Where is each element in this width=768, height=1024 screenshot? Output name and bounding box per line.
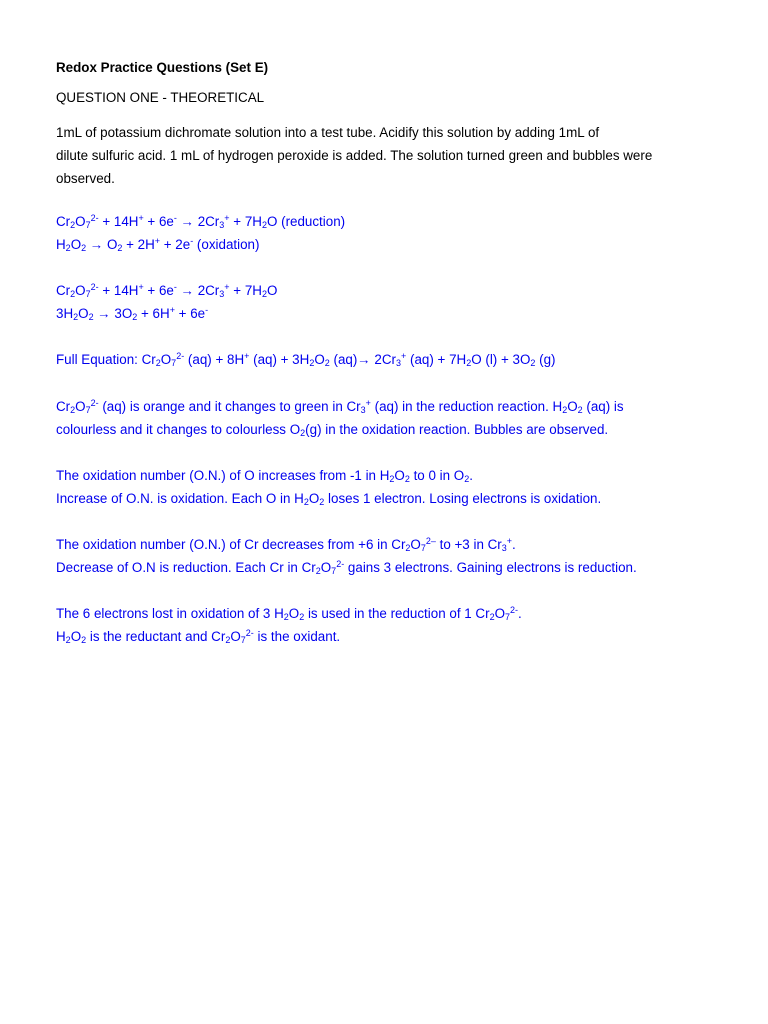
reductant-oxidant-line: $H_2O_2$ is the reductant and $Cr_2O_7^{2-}$ is the oxidant. bbox=[56, 628, 341, 645]
balanced-reduction-equation: $Cr_2O_7^{2-} + 14H^+ + 6e^- \to 2Cr_3^+ + 7H_2O$ bbox=[56, 282, 278, 299]
observation-line: $Cr_2O_7^{2-}$ (aq) is orange and it changes to green in $Cr_3^+$ (aq) in the reduction reaction. $H_2O_2$ (aq) is bbox=[56, 398, 624, 415]
full-equation: Full Equation: $Cr_2O_7^{2-}$ (aq) + 8H+ $(aq) + 3H_2O_2$ $(aq)\to 2Cr_3^+$ $(aq) + 7H_2O$ $(l) + 3O_2$ (g) bbox=[56, 351, 556, 368]
question-line: dilute sulfuric acid. 1 mL of hydrogen peroxide is added. The solution turned green and bubbles were bbox=[56, 148, 653, 163]
question-line: observed. bbox=[56, 171, 115, 186]
chromium-oxidation-number-line: The oxidation number (O.N.) of Cr decreases from +6 in $Cr_2O_7^{2-}$ to +3 in $Cr_3^+$. bbox=[56, 536, 516, 553]
question-heading: QUESTION ONE - THEORETICAL bbox=[56, 90, 265, 105]
oxygen-oxidation-number-line: Increase of O.N. is oxidation. Each O in $H_2O_2$ loses 1 electron. Losing electrons is oxidation. bbox=[56, 491, 602, 507]
chromium-oxidation-number-line: Decrease of O.N is reduction. Each Cr in $Cr_2O_7^{2-}$ gains 3 electrons. Gaining electrons is reduction. bbox=[56, 559, 637, 576]
oxidation-half-equation: $H_2O_2 \to O_2 + 2H^+ + 2e^-$ (oxidation) bbox=[56, 236, 260, 253]
balanced-oxidation-equation: $3H_2O_2 \to 3O_2 + 6H^+ + 6e^-$ bbox=[56, 305, 209, 322]
electron-transfer-line: The 6 electrons lost in oxidation of 3 $H_2O_2$ is used in the reduction of 1 $Cr_2O_7^{2-}$. bbox=[56, 605, 522, 622]
reduction-half-equation: $Cr_2O_7^{2-} + 14H^+ + 6e^- \to 2Cr_3^+ + 7H_2O$ (reduction) bbox=[56, 213, 346, 230]
question-line: 1mL of potassium dichromate solution into a test tube. Acidify this solution by adding 1mL of bbox=[56, 125, 600, 140]
oxygen-oxidation-number-line: The oxidation number (O.N.) of O increases from -1 in $H_2O_2$ to 0 in $O_2$. bbox=[56, 468, 473, 484]
observation-line: colourless and it changes to colourless $O_2(g)$ in the oxidation reaction. Bubbles are observed. bbox=[56, 422, 609, 438]
question-text bbox=[56, 121, 706, 190]
document-title: Redox Practice Questions (Set E) bbox=[56, 60, 269, 75]
